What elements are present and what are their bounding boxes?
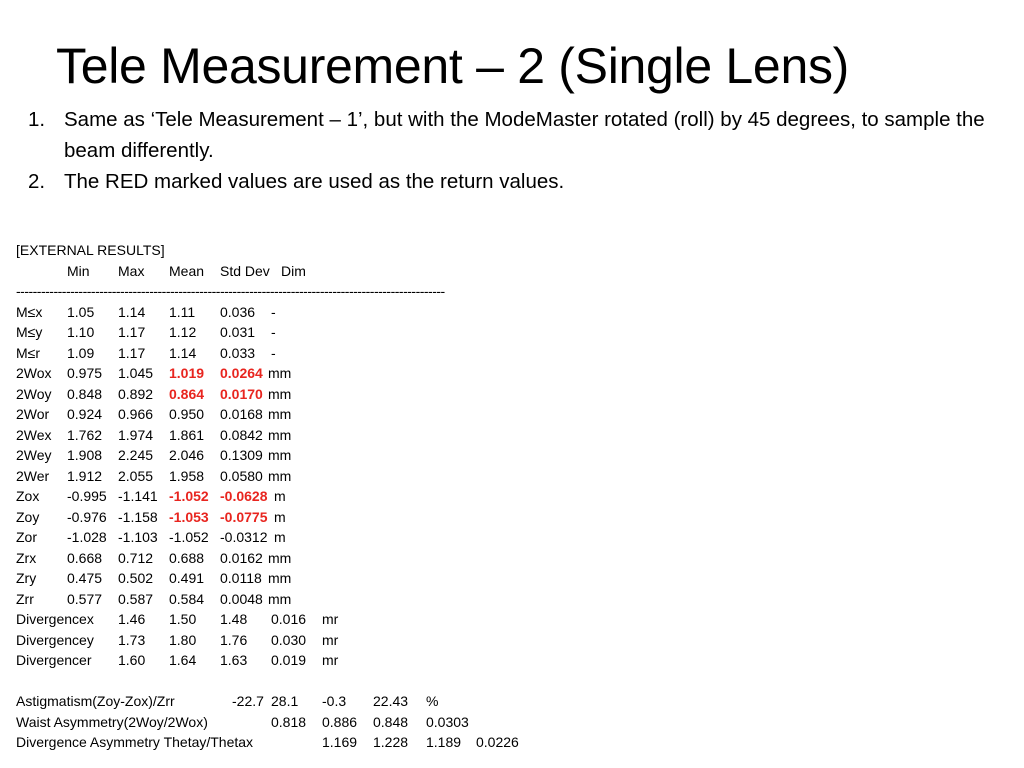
cell-max: 2.245 — [118, 447, 154, 463]
cell-dim: mr — [322, 652, 339, 668]
summary-v1: -22.7 — [232, 693, 264, 709]
cell-dim: m — [274, 529, 286, 545]
cell-max: 1.17 — [118, 324, 146, 340]
cell-std: 0.0170 — [220, 385, 263, 402]
cell-min: 1.60 — [118, 652, 146, 668]
cell-mean: 1.958 — [169, 467, 205, 484]
cell-name: 2Wex — [16, 426, 52, 443]
summary-v4: 0.0303 — [426, 713, 469, 730]
cell-mean: 1.48 — [220, 611, 248, 627]
cell-mean: -1.053 — [169, 508, 209, 525]
cell-dim: m — [274, 488, 286, 504]
cell-min: 1.10 — [67, 324, 95, 340]
cell-max: -1.103 — [118, 529, 158, 545]
cell-mean: 1.11 — [169, 303, 196, 320]
summary-v4: 22.43 — [373, 693, 409, 709]
cell-dim: - — [271, 344, 276, 361]
cell-name: 2Woy — [16, 385, 52, 402]
cell-dim: mr — [322, 631, 339, 648]
cell-min: 0.475 — [67, 570, 103, 586]
cell-max: 1.974 — [118, 426, 154, 443]
cell-mean: 0.584 — [169, 590, 205, 607]
cell-mean: 1.12 — [169, 324, 197, 340]
cell-std: 0.033 — [220, 344, 256, 361]
cell-max: 0.892 — [118, 385, 154, 402]
cell-mean: 0.864 — [169, 385, 205, 402]
summary-v2: 0.886 — [322, 713, 358, 730]
cell-dim: mm — [268, 406, 292, 422]
cell-max: 0.502 — [118, 570, 154, 586]
cell-name: 2Wor — [16, 406, 50, 422]
cell-min: 1.908 — [67, 447, 103, 463]
cell-dim: - — [271, 303, 276, 320]
bullet-number: 2. — [28, 170, 46, 193]
cell-max: 0.966 — [118, 406, 154, 422]
summary-v1: 1.169 — [322, 734, 358, 750]
cell-std: 0.016 — [271, 611, 307, 627]
cell-max: 1.50 — [169, 611, 197, 627]
cell-min: 1.73 — [118, 631, 146, 648]
summary-v1: 0.818 — [271, 713, 307, 730]
cell-name: Zrr — [16, 590, 34, 607]
cell-min: 0.975 — [67, 365, 103, 381]
summary-name: Astigmatism(Zoy-Zox)/Zrr — [16, 693, 175, 709]
cell-max: 2.055 — [118, 467, 154, 484]
cell-std: 0.0168 — [220, 406, 263, 422]
cell-std: -0.0628 — [220, 488, 268, 504]
cell-name: Divergencex — [16, 611, 94, 627]
cell-name: M≤y — [16, 324, 43, 340]
cell-mean: -1.052 — [169, 488, 209, 504]
cell-std: 0.0842 — [220, 426, 263, 443]
col-header-min: Min — [67, 262, 90, 279]
cell-std: 0.0162 — [220, 549, 263, 566]
cell-mean: 0.950 — [169, 406, 205, 422]
cell-dim: mm — [268, 447, 292, 463]
cell-min: 1.09 — [67, 344, 95, 361]
cell-min: 0.848 — [67, 385, 103, 402]
col-header-dim: Dim — [281, 262, 306, 279]
bullet-text: The RED marked values are used as the return values. — [64, 170, 565, 193]
cell-mean: 1.14 — [169, 344, 197, 361]
cell-dim: mm — [268, 570, 292, 586]
summary-v4: 0.0226 — [476, 734, 519, 750]
separator-text: ------------------------------------------------------------------------------------------------------- — [16, 283, 445, 299]
cell-dim: mm — [268, 590, 292, 607]
summary-v2: 1.228 — [373, 734, 409, 750]
summary-v3: -0.3 — [322, 693, 347, 709]
cell-dim: mm — [268, 365, 292, 381]
summary-name: Divergence Asymmetry Thetay/Thetax — [16, 734, 254, 750]
cell-name: 2Wey — [16, 447, 52, 463]
cell-name: Zoy — [16, 508, 40, 525]
cell-dim: mm — [268, 467, 292, 484]
cell-min: -0.976 — [67, 508, 107, 525]
summary-v3: 1.189 — [426, 734, 462, 750]
cell-max: 1.17 — [118, 344, 146, 361]
col-header-max: Max — [118, 262, 145, 279]
cell-dim: mr — [322, 611, 339, 627]
cell-min: 0.924 — [67, 406, 103, 422]
cell-std: -0.0312 — [220, 529, 268, 545]
cell-mean: 1.861 — [169, 426, 205, 443]
cell-std: 0.0048 — [220, 590, 263, 607]
cell-min: -1.028 — [67, 529, 107, 545]
summary-name: Waist Asymmetry(2Woy/2Wox) — [16, 713, 208, 730]
col-header-std-dev: Std Dev — [220, 262, 270, 279]
cell-max: 1.14 — [118, 303, 146, 320]
cell-mean: 1.019 — [169, 365, 205, 381]
cell-dim: mm — [268, 549, 292, 566]
bullet-list — [28, 104, 1008, 197]
slide-title: Tele Measurement – 2 (Single Lens) — [56, 38, 849, 94]
cell-std: -0.0775 — [220, 508, 268, 525]
bullet-number: 1. — [28, 108, 46, 131]
bullet-item — [28, 104, 1008, 166]
cell-min: 0.668 — [67, 549, 103, 566]
cell-dim: m — [274, 508, 286, 525]
cell-min: 1.46 — [118, 611, 146, 627]
cell-mean: 0.491 — [169, 570, 205, 586]
cell-max: 0.712 — [118, 549, 154, 566]
cell-std: 0.031 — [220, 324, 256, 340]
cell-min: 1.762 — [67, 426, 103, 443]
cell-mean: 2.046 — [169, 447, 205, 463]
bullet-text: Same as ‘Tele Measurement – 1’, but with the ModeMaster rotated (roll) by 45 degrees, to sample the beam differently. — [64, 108, 985, 162]
cell-std: 0.0264 — [220, 365, 263, 381]
cell-std: 0.0118 — [220, 570, 262, 586]
cell-mean: -1.052 — [169, 529, 209, 545]
cell-dim: mm — [268, 385, 292, 402]
cell-min: 1.912 — [67, 467, 103, 484]
cell-std: 0.036 — [220, 303, 256, 320]
cell-name: Divergencey — [16, 631, 94, 648]
cell-name: Divergencer — [16, 652, 92, 668]
cell-min: 1.05 — [67, 303, 95, 320]
cell-name: Zrx — [16, 549, 37, 566]
cell-std: 0.030 — [271, 631, 307, 648]
summary-v2: 28.1 — [271, 693, 299, 709]
cell-std: 0.1309 — [220, 447, 263, 463]
cell-max: 1.045 — [118, 365, 154, 381]
summary-v5: % — [426, 693, 439, 709]
cell-name: Zox — [16, 488, 40, 504]
cell-std: 0.019 — [271, 652, 307, 668]
cell-max: 0.587 — [118, 590, 154, 607]
cell-mean: 0.688 — [169, 549, 205, 566]
cell-std: 0.0580 — [220, 467, 263, 484]
cell-name: M≤x — [16, 303, 43, 320]
cell-name: 2Wox — [16, 365, 52, 381]
cell-dim: mm — [268, 426, 292, 443]
cell-mean: 1.76 — [220, 631, 248, 648]
cell-name: 2Wer — [16, 467, 50, 484]
cell-max: -1.141 — [118, 488, 158, 504]
cell-dim: - — [271, 324, 276, 340]
cell-min: -0.995 — [67, 488, 107, 504]
cell-name: Zor — [16, 529, 37, 545]
cell-name: M≤r — [16, 344, 41, 361]
col-header-mean: Mean — [169, 262, 205, 279]
cell-max: 1.64 — [169, 652, 197, 668]
cell-max: 1.80 — [169, 631, 197, 648]
cell-mean: 1.63 — [220, 652, 248, 668]
bullet-item — [28, 166, 1008, 197]
summary-v3: 0.848 — [373, 713, 409, 730]
cell-max: -1.158 — [118, 508, 158, 525]
results-header-text: [EXTERNAL RESULTS] — [16, 242, 165, 258]
cell-name: Zry — [16, 570, 37, 586]
cell-min: 0.577 — [67, 590, 103, 607]
